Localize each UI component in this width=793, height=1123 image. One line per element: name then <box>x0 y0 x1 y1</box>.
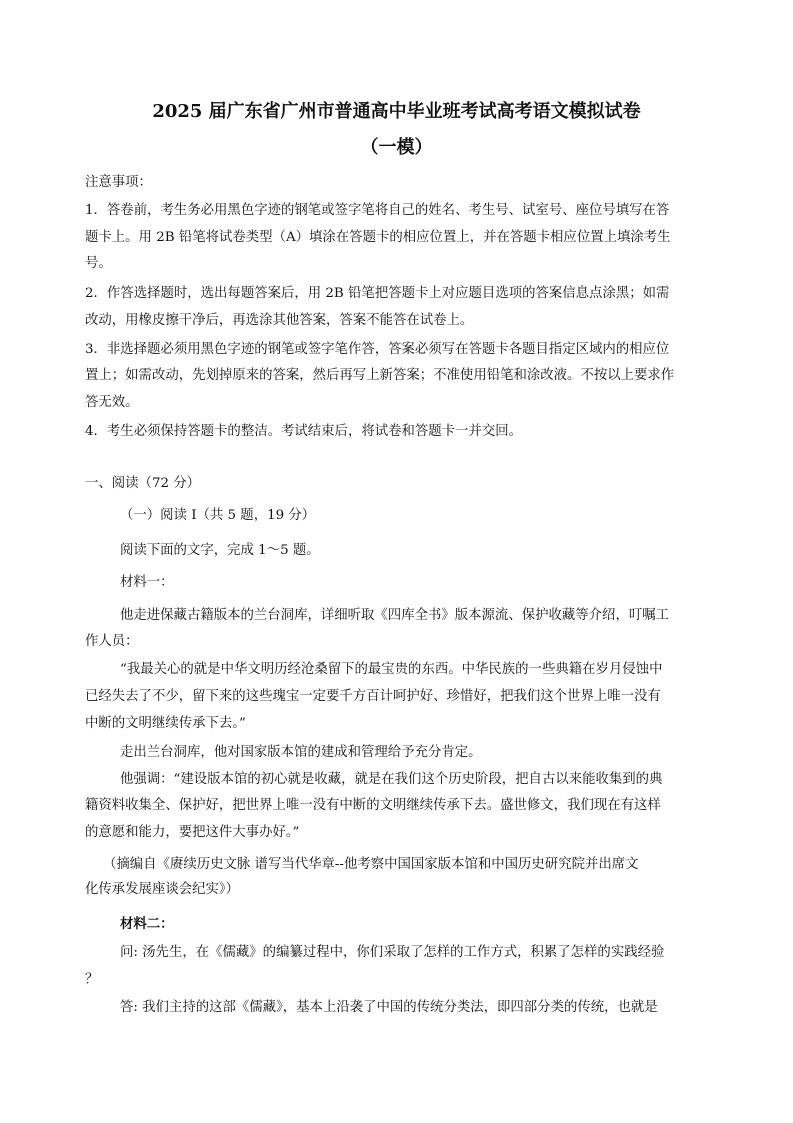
material2-line: 答: 我们主持的这部《儒藏》，基本上沿袭了中国的传统分类法，即四部分类的传统，也就是 <box>120 1000 658 1015</box>
notice-line: 改动，用橡皮擦干净后，再选涂其他答案，答案不能答在试卷上。 <box>85 313 474 328</box>
notice-line: 4．考生必须保持答题卡的整洁。考试结束后，将试卷和答题卡一并交回。 <box>85 424 523 439</box>
material1-line: 他走进保藏古籍版本的兰台洞库，详细听取《四库全书》版本源流、保护收藏等介绍，叮嘱工 <box>120 608 670 623</box>
material1-line: 中断的文明继续传承下去。” <box>85 716 246 731</box>
subsection-heading: （一）阅读 I（共 5 题，19 分） <box>120 508 316 523</box>
material2-label: 材料二： <box>120 916 174 932</box>
material1-line: “我最关心的就是中华文明历经沧桑留下的最宝贵的东西。中华民族的一些典籍在岁月侵蚀中 <box>120 662 663 677</box>
material1-label: 材料一： <box>120 575 174 590</box>
notice-line: 答无效。 <box>85 395 139 410</box>
material1-source: （摘编自《赓续历史文脉 谱写当代华章--他考察中国国家版本馆和中国历史研究院并出席文 <box>103 857 639 872</box>
reading-instruction: 阅读下面的文字，完成 1～5 题。 <box>120 543 320 558</box>
material1-line: 籍资料收集全、保护好，把世界上唯一没有中断的文明继续传承下去。盛世修文，我们现在有这样 <box>85 798 661 813</box>
section-heading: 一、阅读（72 分） <box>85 476 201 491</box>
material1-line: 的意愿和能力，要把这件大事办好。” <box>85 825 300 840</box>
material1-line: 他强调：“建设版本馆的初心就是收藏，就是在我们这个历史阶段，把自古以来能收集到的典 <box>120 772 663 787</box>
material1-source: 化传承发展座谈会纪实》） <box>85 882 239 897</box>
material2-line: 问: 汤先生，在《儒藏》的编纂过程中，你们采取了怎样的工作方式，积累了怎样的实践经验 <box>120 945 665 960</box>
notice-line: 3．非选择题必须用黑色字迹的钢笔或签字笔作答，答案必须写在答题卡各题目指定区域内的相应位 <box>85 342 670 357</box>
document-subtitle: （一模） <box>360 137 433 158</box>
material1-line: 走出兰台洞库，他对国家版本馆的建成和管理给予充分肯定。 <box>120 745 482 760</box>
notice-line: 号。 <box>85 256 112 271</box>
document-title: 2025 届广东省广州市普通高中毕业班考试高考语文模拟试卷 <box>152 101 641 122</box>
notice-line: 题卡上。用 2B 铅笔将试卷类型（A）填涂在答题卡的相应位置上，并在答题卡相应位置上填涂考生 <box>85 230 671 245</box>
notice-line: 2．作答选择题时，选出每题答案后，用 2B 铅笔把答题卡上对应题目选项的答案信息点涂黑；如需 <box>85 286 670 301</box>
material2-line: ？ <box>85 972 99 987</box>
notice-heading: 注意事项： <box>85 175 152 190</box>
notice-line: 置上；如需改动，先划掉原来的答案，然后再写上新答案；不准使用铅笔和涂改液。不按以上要求作 <box>85 368 675 383</box>
material1-line: 作人员： <box>85 634 139 649</box>
notice-line: 1．答卷前，考生务必用黑色字迹的钢笔或签字笔将自己的姓名、考生号、试室号、座位号填写在答 <box>85 203 670 218</box>
material1-line: 已经失去了不少，留下来的这些瑰宝一定要千方百计呵护好、珍惜好，把我们这个世界上唯一没有 <box>85 689 661 704</box>
